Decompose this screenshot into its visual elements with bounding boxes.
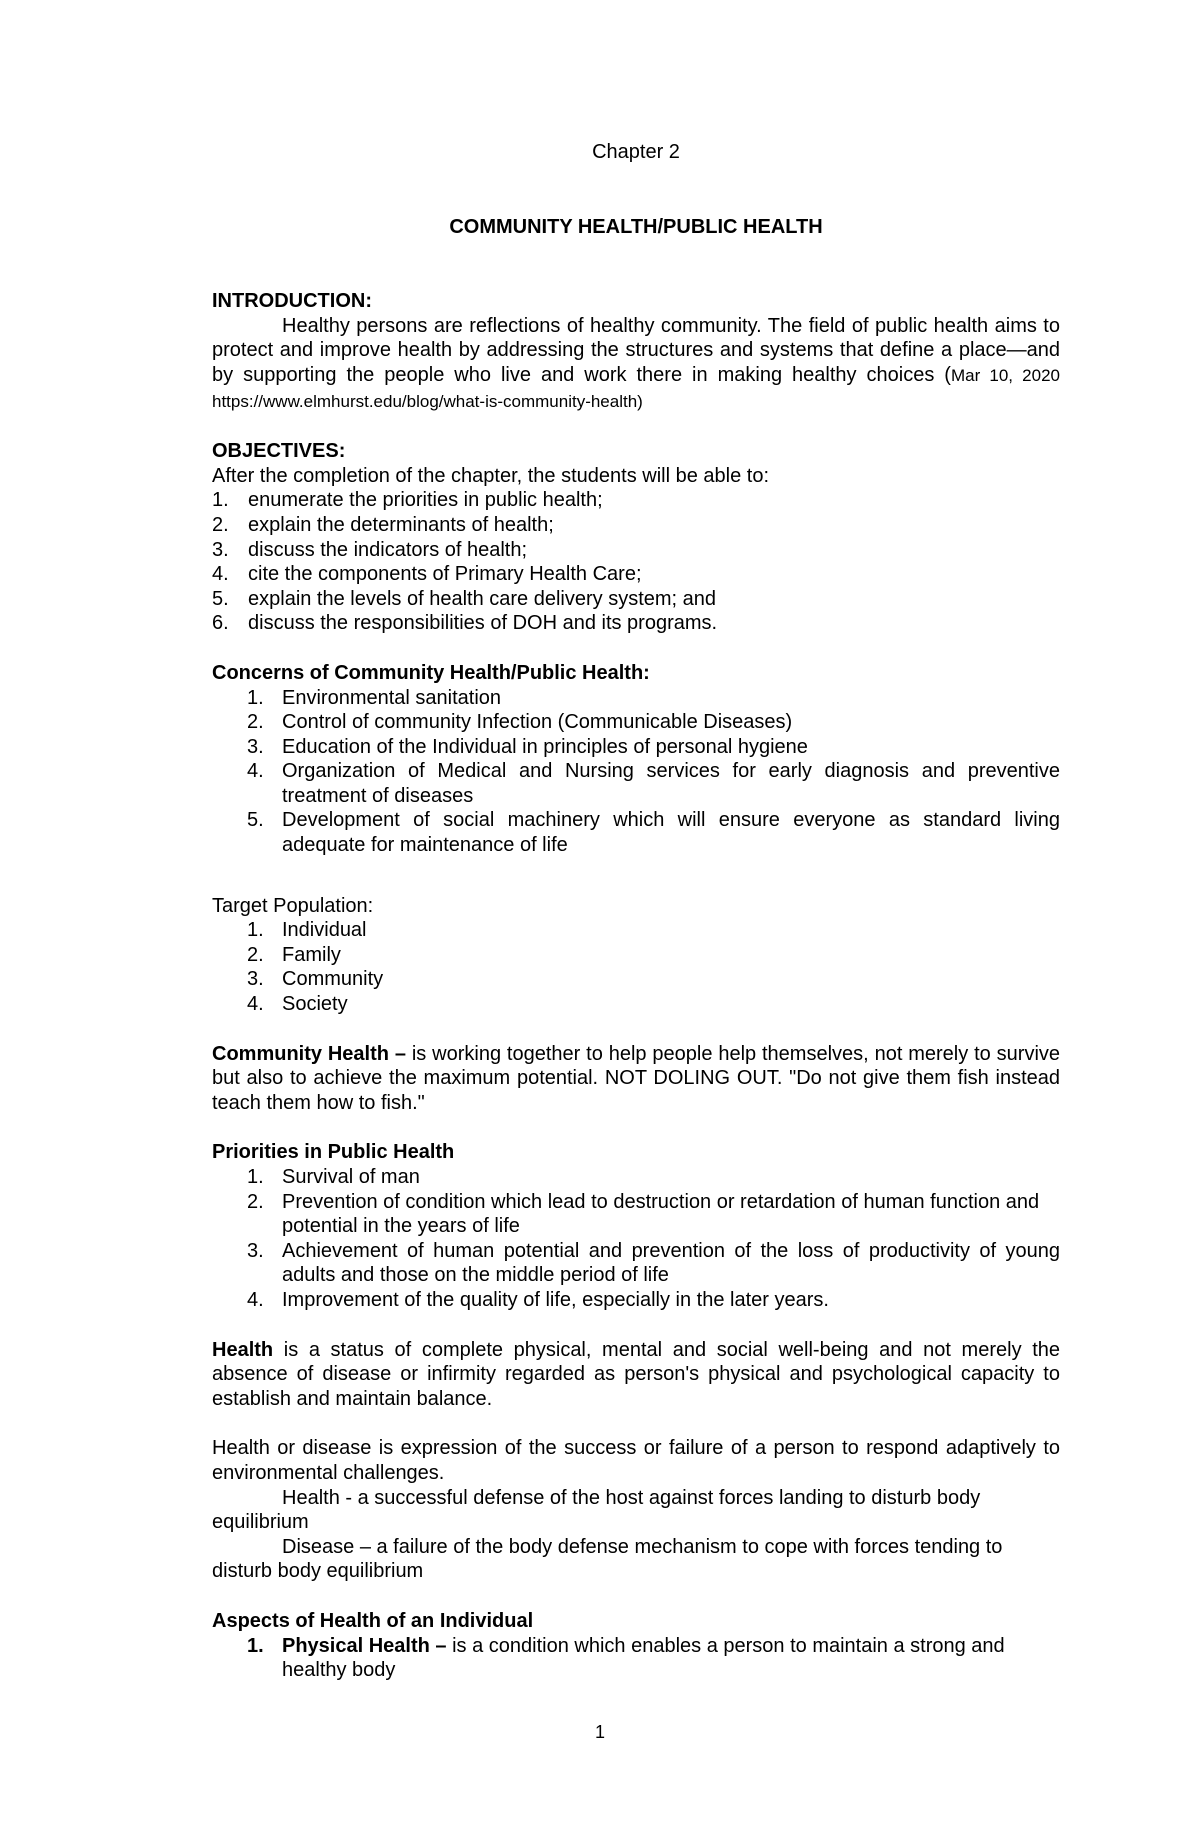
item-text: explain the levels of health care delivery system; and xyxy=(248,587,717,610)
list-item xyxy=(212,538,1060,563)
health-line: Health - a successful defense of the host against forces landing to disturb body equilibrium xyxy=(212,1486,981,1534)
item-text: Community xyxy=(282,968,384,991)
item-number: 1. xyxy=(247,686,264,709)
item-text: Individual xyxy=(282,919,367,942)
item-text: cite the components of Primary Health Care; xyxy=(248,563,642,586)
item-number: 4. xyxy=(247,1288,264,1311)
list-item xyxy=(212,1239,1060,1288)
list-item xyxy=(212,943,1060,968)
health-text: is a status of complete physical, mental and social well-being and not merely the absence of disease or infirmity regarded as person's physical and psychological capacity to establish and maintain balance. xyxy=(212,1338,1060,1410)
target-list xyxy=(212,918,1060,1016)
item-term: Physical Health – xyxy=(282,1634,447,1657)
item-number: 2. xyxy=(247,1190,264,1213)
item-number: 3. xyxy=(212,538,229,561)
community-health-text: is working together to help people help themselves, not merely to survive but also to achieve the maximum potential. NOT DOLING OUT. "Do not give them fish instead teach them how to fish." xyxy=(212,1042,1061,1114)
item-text: discuss the responsibilities of DOH and its programs. xyxy=(248,612,718,635)
page-number: 1 xyxy=(594,1722,605,1742)
list-item xyxy=(212,587,1060,612)
item-number: 3. xyxy=(247,968,264,991)
page-title: COMMUNITY HEALTH/PUBLIC HEALTH xyxy=(449,215,823,238)
concerns-heading: Concerns of Community Health/Public Health: xyxy=(212,661,650,684)
objectives-lead: After the completion of the chapter, the students will be able to: xyxy=(212,464,770,487)
item-number: 2. xyxy=(247,943,264,966)
list-item xyxy=(212,562,1060,587)
objectives-heading: OBJECTIVES: xyxy=(212,440,346,463)
list-item xyxy=(212,1190,1060,1239)
priorities-list xyxy=(212,1165,1060,1313)
objectives-list xyxy=(212,488,1060,636)
item-text: Development of social machinery which will ensure everyone as standard living adequate for maintenance of life xyxy=(282,809,1060,857)
concerns-list xyxy=(212,686,1060,858)
item-number: 1. xyxy=(247,919,264,942)
list-item xyxy=(212,967,1060,992)
health-disease-text: Health or disease is expression of the success or failure of a person to respond adaptively to environmental challenges. xyxy=(212,1437,1060,1484)
item-number: 5. xyxy=(212,587,229,610)
list-item xyxy=(212,611,1060,636)
item-text: is a condition which enables a person to maintain a strong and healthy body xyxy=(282,1634,1005,1682)
item-text: discuss the indicators of health; xyxy=(248,538,528,561)
item-text: Organization of Medical and Nursing services for early diagnosis and preventive treatment of diseases xyxy=(282,760,1060,807)
list-item xyxy=(212,735,1060,760)
introduction-heading: INTRODUCTION: xyxy=(212,290,372,313)
chapter-label: Chapter 2 xyxy=(592,141,680,163)
item-number: 3. xyxy=(247,735,264,758)
item-number: 2. xyxy=(212,513,229,536)
item-number: 1. xyxy=(247,1634,264,1657)
aspects-list xyxy=(212,1634,1060,1683)
community-health-term: Community Health – xyxy=(212,1042,406,1065)
list-item xyxy=(212,759,1060,808)
item-number: 1. xyxy=(247,1166,264,1188)
item-number: 3. xyxy=(247,1239,264,1262)
priorities-heading: Priorities in Public Health xyxy=(212,1141,455,1164)
item-text: Control of community Infection (Communicable Diseases) xyxy=(282,711,793,734)
health-definition xyxy=(212,1338,1060,1412)
item-text: Family xyxy=(282,943,341,966)
list-item xyxy=(212,992,1060,1017)
item-text: Prevention of condition which lead to destruction or retardation of human function and potential in the years of life xyxy=(282,1190,1040,1238)
item-text: explain the determinants of health; xyxy=(248,513,554,536)
item-number: 1. xyxy=(212,489,229,512)
list-item xyxy=(212,918,1060,943)
list-item xyxy=(212,1165,1060,1190)
item-number: 4. xyxy=(212,563,229,586)
introduction-text xyxy=(212,314,1060,414)
list-item xyxy=(212,686,1060,711)
item-number: 6. xyxy=(212,612,229,635)
item-text: Survival of man xyxy=(282,1166,420,1188)
introduction-citation: Mar 10, 2020 https://www.elmhurst.edu/blog/what-is-community-health) xyxy=(212,365,1060,411)
item-text: Education of the Individual in principles of personal hygiene xyxy=(282,735,808,758)
item-text: Improvement of the quality of life, especially in the later years. xyxy=(282,1288,829,1311)
introduction-body: Healthy persons are reflections of healthy community. The field of public health aims to protect and improve health by addressing the structures and systems that define a place—and by supporting the people who live and work there in making healthy choices ( xyxy=(212,314,1060,386)
list-item xyxy=(212,1288,1060,1313)
item-number: 4. xyxy=(247,760,264,783)
target-heading: Target Population: xyxy=(212,894,374,917)
item-number: 4. xyxy=(247,993,264,1016)
item-text: Achievement of human potential and prevention of the loss of productivity of young adults and those on the middle period of life xyxy=(282,1239,1060,1287)
item-text: Society xyxy=(282,993,348,1016)
item-text: Environmental sanitation xyxy=(282,686,502,709)
item-text: enumerate the priorities in public health; xyxy=(248,489,603,512)
community-health-definition xyxy=(212,1042,1060,1116)
list-item xyxy=(212,808,1060,857)
aspects-heading: Aspects of Health of an Individual xyxy=(212,1609,534,1632)
health-term: Health xyxy=(212,1338,274,1361)
list-item xyxy=(212,513,1060,538)
item-number: 2. xyxy=(247,711,264,734)
list-item xyxy=(212,710,1060,735)
page-content xyxy=(212,140,1060,1683)
disease-line: Disease – a failure of the body defense mechanism to cope with forces tending to disturb body equilibrium xyxy=(212,1535,1003,1583)
list-item xyxy=(212,488,1060,513)
item-number: 5. xyxy=(247,809,264,832)
list-item xyxy=(212,1634,1060,1683)
